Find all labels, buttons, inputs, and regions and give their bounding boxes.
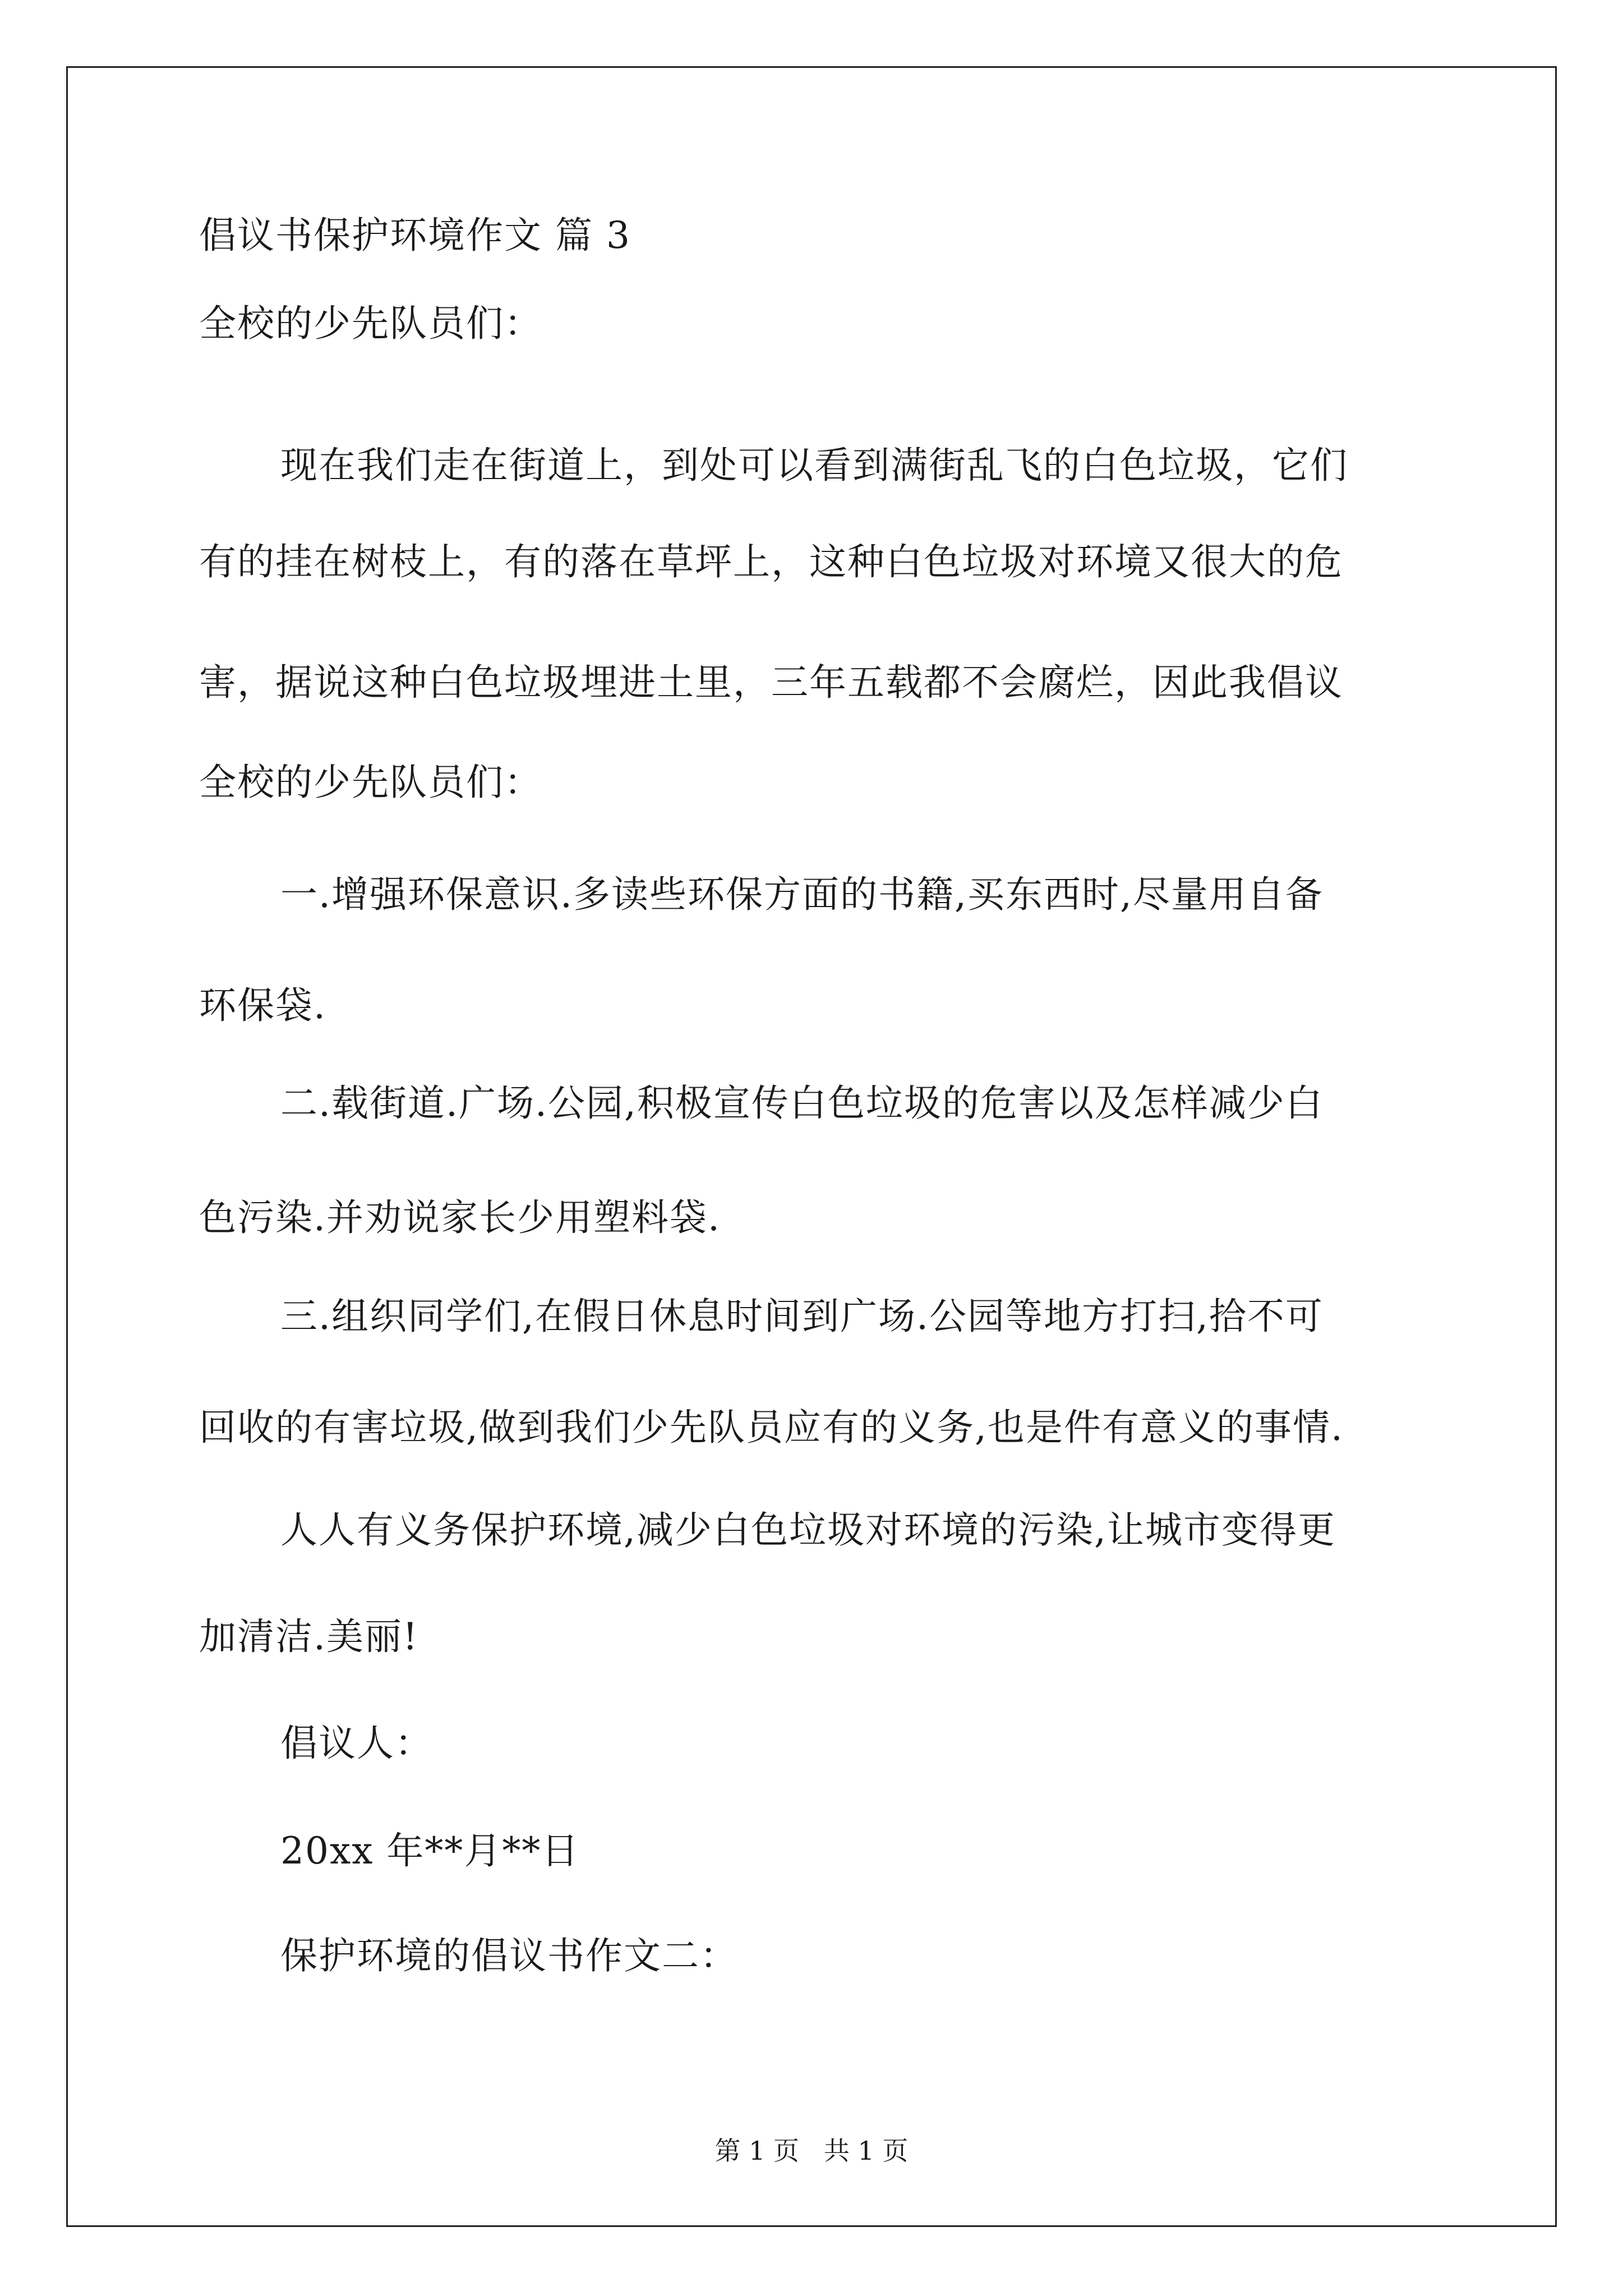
next-section-heading: 保护环境的倡议书作文二： xyxy=(280,1934,738,1977)
salutation: 全校的少先队员们： xyxy=(199,302,542,345)
date-line: 20xx 年**月**日 xyxy=(280,1829,580,1872)
closing-line-1: 人人有义务保护环境,减少白色垃圾对环境的污染,让城市变得更 xyxy=(280,1508,1336,1552)
document-title: 倡议书保护环境作文 篇 3 xyxy=(199,214,631,257)
closing-line-2: 加清洁.美丽! xyxy=(199,1615,419,1658)
paragraph-1-line-3: 害，据说这种白色垃圾埋进土里，三年五载都不会腐烂，因此我倡议 xyxy=(199,661,1343,704)
paragraph-1-line-1: 现在我们走在街道上，到处可以看到满街乱飞的白色垃圾，它们 xyxy=(280,444,1348,487)
paragraph-1-line-2: 有的挂在树枝上，有的落在草坪上，这种白色垃圾对环境又很大的危 xyxy=(199,540,1343,583)
item-1-line-2: 环保袋. xyxy=(199,984,326,1027)
item-2-line-1: 二.载街道.广场.公园,积极宣传白色垃圾的危害以及怎样减少白 xyxy=(280,1082,1324,1125)
page-border xyxy=(66,66,1557,2227)
paragraph-1-line-4: 全校的少先队员们： xyxy=(199,761,542,804)
item-1-line-1: 一.增强环保意识.多读些环保方面的书籍,买东西时,尽量用自备 xyxy=(280,873,1324,916)
signature-label: 倡议人： xyxy=(280,1722,433,1765)
item-3-line-1: 三.组织同学们,在假日休息时间到广场.公园等地方打扫,拾不可 xyxy=(280,1295,1324,1338)
item-3-line-2: 回收的有害垃圾,做到我们少先队员应有的义务,也是件有意义的事情. xyxy=(199,1406,1344,1449)
page-number-footer: 第 1 页 共 1 页 xyxy=(714,2136,909,2166)
item-2-line-2: 色污染.并劝说家长少用塑料袋. xyxy=(199,1196,721,1239)
